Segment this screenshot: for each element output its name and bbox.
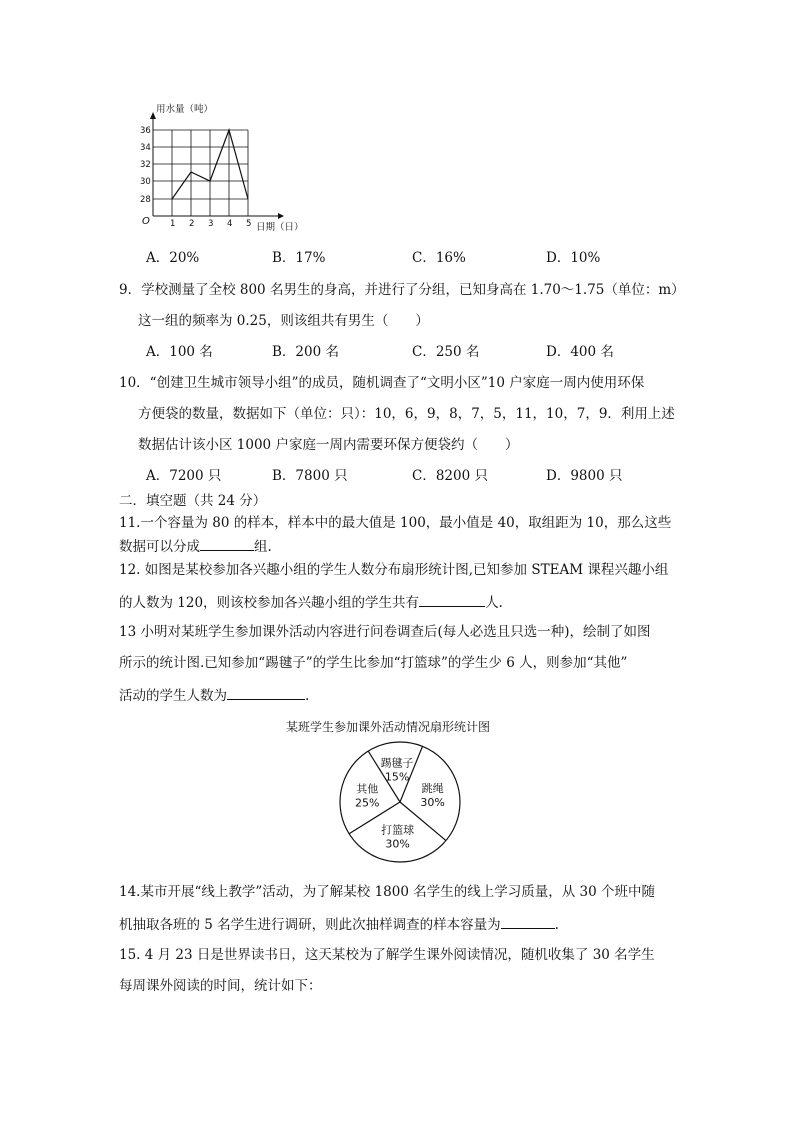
- pie-slice-percent: 25%: [355, 796, 380, 810]
- pie-slice-label: 其他: [356, 782, 379, 796]
- q9-option-b[interactable]: B．200 名: [272, 344, 339, 360]
- pie-slice-label: 踢毽子: [380, 756, 414, 770]
- section-heading-fill-in: 二．填空题（共 24 分）: [119, 493, 267, 509]
- q12-text-b: 人.: [485, 595, 503, 611]
- q12-text-line2: [119, 592, 503, 612]
- q9-option-d[interactable]: D．400 名: [546, 344, 614, 360]
- q10-option-b[interactable]: B．7800 只: [272, 468, 348, 484]
- chart-x-tick-label: 2: [189, 219, 195, 229]
- chart-grid: [153, 130, 248, 216]
- q10-text-line3: 数据估计该小区 1000 户家庭一周内需要环保方便袋约（ ）: [138, 437, 519, 453]
- q9-option-a[interactable]: A．100 名: [146, 344, 213, 360]
- chart-x-tick-label: 5: [246, 219, 252, 229]
- chart-y-axis-label: 用水量（吨）: [156, 104, 214, 115]
- q12-text-line1: 12. 如图是某校参加各兴趣小组的学生人数分布扇形统计图,已知参加 STEAM 课程兴趣小组: [119, 562, 669, 578]
- q11-text-line1: 11.一个容量为 80 的样本，样本中的最大值是 100，最小值是 40，取组距为 10，那么这些: [119, 515, 672, 531]
- q11-text-line2: [119, 536, 272, 556]
- q9-text-line2: 这一组的频率为 0.25，则该组共有男生（ ）: [138, 313, 429, 329]
- chart-y-tick-label: 36: [140, 126, 151, 136]
- q9-option-c[interactable]: C．250 名: [412, 344, 480, 360]
- q12-answer-blank[interactable]: [419, 592, 485, 607]
- q10-option-a[interactable]: A．7200 只: [146, 468, 222, 484]
- activity-pie-chart: [326, 736, 476, 872]
- q10-text-line2: 方便袋的数量，数据如下（单位：只）：10，6，9，8，7，5，11，10，7，9．利用上述: [138, 406, 675, 422]
- chart-y-tick-label: 28: [140, 195, 151, 205]
- chart-origin-label: O: [142, 216, 150, 227]
- q13-text-line1: 13 小明对某班学生参加课外活动内容进行问卷调查后(每人必选且只选一种)，绘制了如图: [119, 624, 651, 640]
- q10-option-d[interactable]: D．9800 只: [546, 468, 623, 484]
- q15-text-line2: 每周课外阅读的时间，统计如下：: [119, 978, 322, 994]
- chart-y-ticks: [140, 126, 151, 205]
- chart-x-axis-arrow: [278, 213, 284, 219]
- chart-y-tick-label: 30: [140, 177, 151, 187]
- q12-text-a: 的人数为 120，则该校参加各兴趣小组的学生共有: [119, 595, 420, 611]
- chart-x-ticks: [170, 219, 251, 229]
- water-usage-line-chart: [138, 100, 304, 240]
- chart-y-tick-label: 32: [140, 160, 151, 170]
- pie-slice-percent: 30%: [420, 795, 445, 809]
- q8-option-c[interactable]: C．16%: [412, 250, 466, 266]
- q14-text-line1: 14.某市开展“线上教学”活动，为了解某校 1800 名学生的线上学习质量，从 30 个班中随: [119, 884, 655, 900]
- pie-chart-title: 某班学生参加课外活动情况扇形统计图: [286, 720, 491, 734]
- chart-y-tick-label: 34: [140, 143, 151, 153]
- pie-slice-percent: 15%: [384, 770, 410, 784]
- q8-option-d[interactable]: D．10%: [546, 250, 601, 266]
- q13-answer-blank[interactable]: [227, 685, 305, 700]
- q11-text-b: 组.: [254, 539, 272, 555]
- q13-text-a: 活动的学生人数为: [119, 688, 227, 704]
- q13-text-b: .: [305, 688, 310, 704]
- q8-option-b[interactable]: B．17%: [272, 250, 326, 266]
- pie-slice-label: 打篮球: [381, 823, 415, 837]
- q10-option-c[interactable]: C．8200 只: [412, 468, 488, 484]
- pie-slice-label: 跳绳: [421, 781, 444, 795]
- q11-answer-blank[interactable]: [200, 536, 254, 551]
- q8-option-a[interactable]: A．20%: [146, 250, 200, 266]
- q14-text-a: 机抽取各班的 5 名学生进行调研，则此次抽样调查的样本容量为: [119, 917, 501, 933]
- q15-text-line1: 15. 4 月 23 日是世界读书日，这天某校为了解学生课外阅读情况，随机收集了 30 名学生: [119, 947, 655, 963]
- q10-text-line1: 10．“创建卫生城市领导小组”的成员，随机调查了“文明小区”10 户家庭一周内使用环保: [119, 375, 645, 391]
- q14-answer-blank[interactable]: [501, 914, 555, 929]
- chart-x-tick-label: 1: [170, 219, 176, 229]
- q14-text-b: .: [554, 917, 559, 933]
- chart-x-tick-label: 4: [227, 219, 233, 229]
- q14-text-line2: [119, 914, 559, 934]
- q13-text-line2: 所示的统计图.已知参加“踢毽子”的学生比参加“打篮球”的学生少 6 人，则参加“其他”: [119, 655, 628, 671]
- pie-slice-percent: 30%: [385, 837, 410, 851]
- q13-text-line3: [119, 685, 309, 705]
- q9-text-line1: 9．学校测量了全校 800 名男生的身高，并进行了分组，已知身高在 1.70～1.75（单位：m）: [119, 282, 685, 298]
- chart-x-axis-label: 日期（日）: [256, 222, 304, 233]
- chart-x-tick-label: 3: [208, 219, 214, 229]
- q11-text-a: 数据可以分成: [119, 539, 200, 555]
